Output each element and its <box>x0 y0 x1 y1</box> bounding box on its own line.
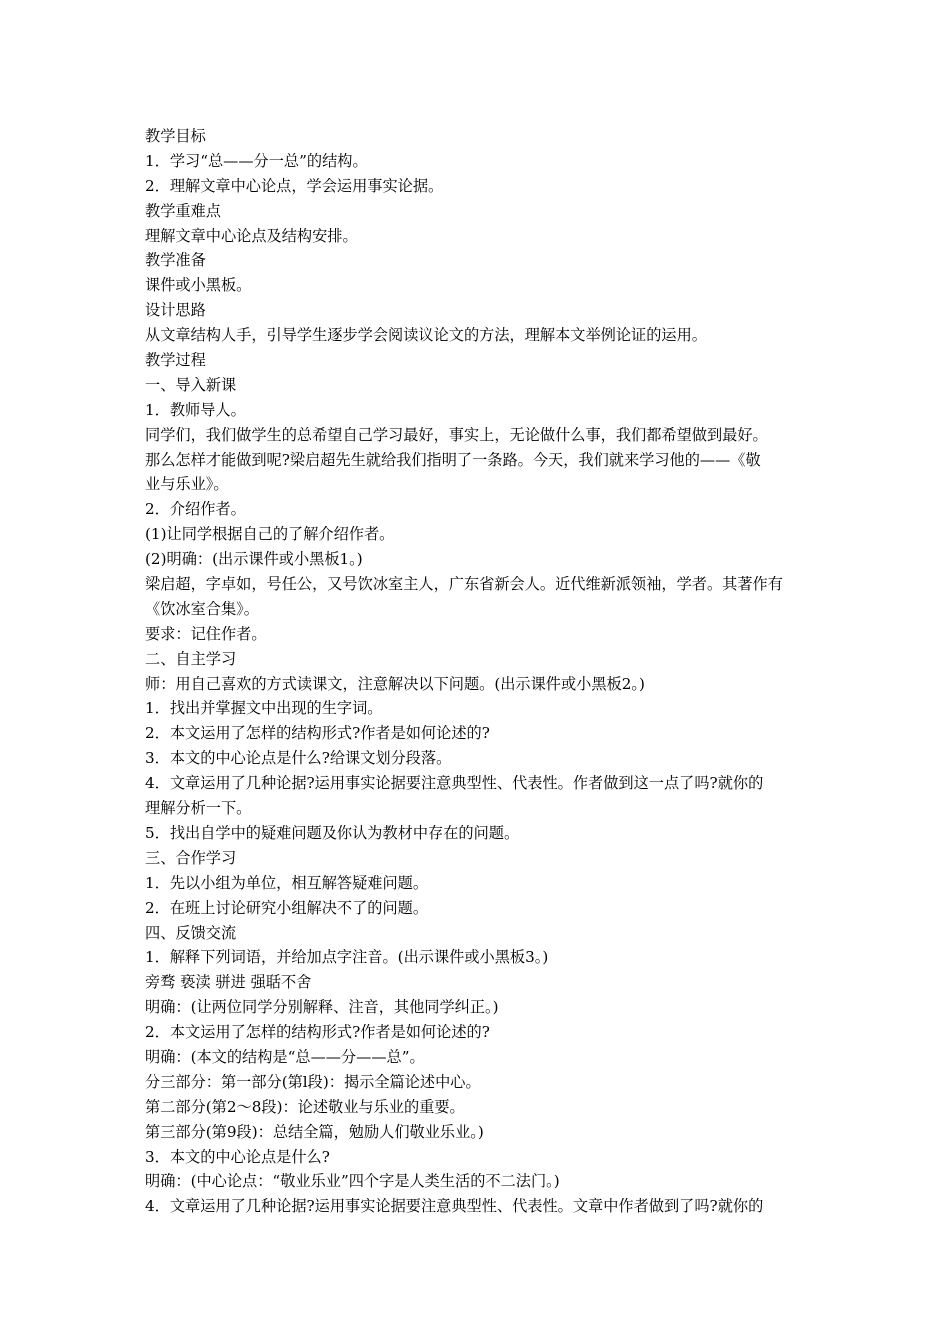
paragraph-line: 4．文章运用了几种论据?运用事实论据要注意典型性、代表性。作者做到这一点了吗?就你的 <box>145 774 764 793</box>
section-heading-2: 二、自主学习 <box>145 649 237 668</box>
goal-item-1: 1．学习“总——分一总”的结构。 <box>145 151 368 170</box>
section-heading-3: 三、合作学习 <box>145 848 237 867</box>
heading-key-points: 教学重难点 <box>145 201 221 220</box>
paragraph-line: 第二部分(第2～8段)：论述敬业与乐业的重要。 <box>145 1097 465 1116</box>
heading-design-idea: 设计思路 <box>145 301 206 320</box>
paragraph-line: 2．本文运用了怎样的结构形式?作者是如何论述的? <box>145 724 490 743</box>
paragraph-line: 旁骛 亵渎 骈进 强聒不舍 <box>145 973 312 992</box>
preparation-text: 课件或小黑板。 <box>145 276 252 295</box>
paragraph-line: 5．找出自学中的疑难问题及你认为教材中存在的问题。 <box>145 823 520 842</box>
paragraph-line: 明确：(中心论点：“敬业乐业”四个字是人类生活的不二法门。) <box>145 1172 560 1191</box>
paragraph-line: 同学们，我们做学生的总希望自己学习最好，事实上，无论做什么事，我们都希望做到最好。 <box>145 425 768 444</box>
paragraph-line: 1．解释下列词语，并给加点字注音。(出示课件或小黑板3。) <box>145 948 549 967</box>
paragraph-line: 理解分析一下。 <box>145 799 252 818</box>
paragraph-line: 3．本文的中心论点是什么? <box>145 1147 330 1166</box>
paragraph-line: (2)明确：(出示课件或小黑板1。) <box>145 550 363 569</box>
paragraph-line: 3．本文的中心论点是什么?给课文划分段落。 <box>145 749 452 768</box>
paragraph-line: 1．教师导人。 <box>145 400 246 419</box>
paragraph-line: 要求：记住作者。 <box>145 624 267 643</box>
paragraph-line: 2．本文运用了怎样的结构形式?作者是如何论述的? <box>145 1023 490 1042</box>
paragraph-line: 那么怎样才能做到呢?梁启超先生就给我们指明了一条路。今天，我们就来学习他的——《敬 <box>145 450 761 469</box>
paragraph-line: 2．介绍作者。 <box>145 500 246 519</box>
heading-teaching-process: 教学过程 <box>145 351 206 370</box>
paragraph-line: 明确：(让两位同学分别解释、注音，其他同学纠正。) <box>145 998 499 1017</box>
section-heading-4: 四、反馈交流 <box>145 923 237 942</box>
heading-preparation: 教学准备 <box>145 251 206 270</box>
paragraph-line: 1．找出并掌握文中出现的生字词。 <box>145 699 383 718</box>
paragraph-line: 2．在班上讨论研究小组解决不了的问题。 <box>145 898 429 917</box>
paragraph-line: 1．先以小组为单位，相互解答疑难问题。 <box>145 873 429 892</box>
paragraph-line: 第三部分(第9段)：总结全篇，勉励人们敬业乐业。) <box>145 1122 484 1141</box>
paragraph-line: 梁启超，字卓如，号任公，又号饮冰室主人，广东省新会人。近代维新派领袖，学者。其著作有 <box>145 575 783 594</box>
paragraph-line: 4．文章运用了几种论据?运用事实论据要注意典型性、代表性。文章中作者做到了吗?就你的 <box>145 1197 764 1216</box>
document-body <box>145 124 809 1219</box>
paragraph-line: 分三部分：第一部分(第l段)：揭示全篇论述中心。 <box>145 1072 481 1091</box>
key-points-text: 理解文章中心论点及结构安排。 <box>145 226 358 245</box>
paragraph-line: 明确：(本文的结构是“总——分——总”。 <box>145 1047 425 1066</box>
paragraph-line: 业与乐业》。 <box>145 475 229 494</box>
section-heading-1: 一、导入新课 <box>145 375 237 394</box>
heading-teaching-goals: 教学目标 <box>145 127 206 145</box>
paragraph-line: (1)让同学根据自己的了解介绍作者。 <box>145 525 395 544</box>
design-idea-text: 从文章结构人手，引导学生逐步学会阅读议论文的方法，理解本文举例论证的运用。 <box>145 326 707 345</box>
goal-item-2: 2．理解文章中心论点，学会运用事实论据。 <box>145 176 444 195</box>
paragraph-line: 师：用自己喜欢的方式读课文，注意解决以下问题。(出示课件或小黑板2。) <box>145 674 645 693</box>
paragraph-line: 《饮冰室合集》。 <box>145 599 259 618</box>
